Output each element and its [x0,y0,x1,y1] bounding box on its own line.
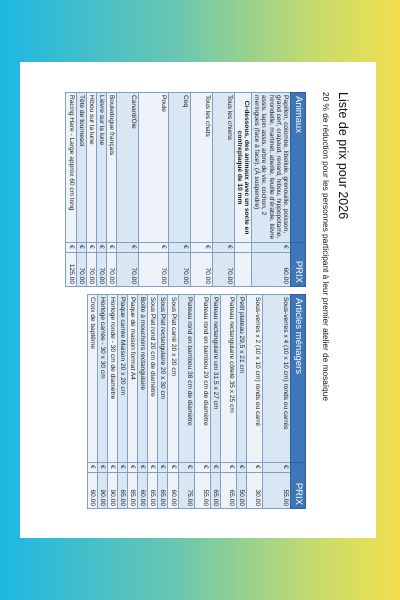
item-price: 65.00 [117,473,127,509]
table-row [76,93,86,287]
item-price: 125.00 [66,253,76,287]
item-name: Tous les chiens [212,93,234,243]
currency-symbol: € [106,243,116,253]
table-row [246,295,262,509]
animals-socle-note: Ci-dessous, des animaux avec un socle en contreplaqué de 10 mm [234,93,251,243]
currency-symbol: € [190,243,212,253]
item-price: 70.00 [106,253,116,287]
table-row [107,295,117,509]
item-price: 30.00 [246,473,262,509]
currency-symbol: € [236,463,246,473]
table-row [158,295,168,509]
currency-symbol: € [96,243,106,253]
item-price: 90.00 [107,473,117,509]
table-row [148,295,158,509]
currency-symbol: € [212,243,234,253]
currency-symbol: € [194,463,210,473]
currency-symbol: € [262,463,290,473]
table-row [168,93,190,287]
currency-symbol: € [107,463,117,473]
currency-symbol: € [168,243,190,253]
currency-symbol: € [148,463,158,473]
document-title: Liste de prix pour 2026 [336,92,350,220]
item-price: 65.00 [158,473,168,509]
table-row [97,295,107,509]
document-page [20,62,376,538]
currency-symbol: € [246,463,262,473]
item-price: 60.00 [87,473,97,509]
item-name: Canard/Oie [116,93,138,243]
currency-symbol: € [87,463,97,473]
item-price: 55.00 [262,473,290,509]
item-price: 70.00 [212,253,234,287]
table-row [106,93,116,287]
table-row [117,295,127,509]
table-row [168,295,178,509]
currency-symbol: € [138,463,148,473]
item-price: 60.00 [138,473,148,509]
currency-symbol: € [117,463,127,473]
item-price: 50.00 [236,473,246,509]
table-row [138,295,148,509]
item-name: Coq [168,93,190,243]
item-price: 70.00 [168,253,190,287]
item-price: 65.00 [220,473,236,509]
household-price-header: PRIX [290,463,305,509]
currency-symbol: € [220,463,236,473]
animals-price-table [65,92,306,287]
table-row [190,93,212,287]
item-name: Plaque carrée Maison 20 x 20 cm [117,295,127,463]
animals-group-price: 60.00 [252,253,291,287]
currency-symbol: € [178,463,194,473]
item-price: 70.00 [190,253,212,287]
table-row [178,295,194,509]
item-name: Sous Plat rectangulaire 20 x 30 cm [158,295,168,463]
animals-price-header: PRIX [290,243,305,287]
item-price: 75.00 [178,473,194,509]
currency-symbol: € [76,243,86,253]
table-row [194,295,210,509]
item-name: Sous Plat rond 20 cm de diamètre [148,295,158,463]
item-price: 65.00 [148,473,158,509]
item-price: 90.00 [97,473,107,509]
rotated-document [20,62,376,538]
item-name: Plateau rond en bambou 38 cm de diamètre [178,295,194,463]
currency-symbol: € [252,243,291,253]
item-price: 65.00 [210,473,220,509]
item-price: 85.00 [127,473,137,509]
item-name: Croix de baptême [87,295,97,463]
table-row [87,295,97,509]
item-price: 60.00 [168,473,178,509]
table-row [234,93,251,287]
currency-symbol: € [86,243,96,253]
item-name: Plateau rectangulaire côtelé 35 x 25 cm [220,295,236,463]
currency-symbol: € [168,463,178,473]
item-name: Horloge ronde - 30 cm de diamètre [107,295,117,463]
item-price: 70.00 [86,253,96,287]
table-row [96,93,106,287]
table-row [262,295,290,509]
item-price: 70.00 [76,253,86,287]
document-subtitle: 20 % de réduction pour les personnes participant à leur premier atelier de mosaïque [321,92,331,402]
item-name: Hibou sur la lune [86,93,96,243]
table-row [66,93,76,287]
animals-group-description: Papillon, colombe, libellule, grenouille, poisson, grand cerf, crapaud, renard, hibou, hippopotame, hirondelle, martinet, abeille, feuille d'érable, lièvre assis, lapin assis, arbre de vie, cochon, 2 meringues (face à face), (À suspendre) [252,93,291,243]
item-name: Sous-verres x 4 (10 x 10 cm) ronds ou carrés [262,295,290,463]
table-row [138,93,168,287]
item-name: Horloge carrée - 30 x 30 cm [97,295,107,463]
table-row [86,93,96,287]
table-row [210,295,220,509]
table-row [212,93,234,287]
item-name: Petit plateau 29,5 x 21 cm [236,295,246,463]
item-name: Plateau rectangulaire uni 31,5 x 27 cm [210,295,220,463]
currency-symbol: € [138,243,168,253]
item-name: Tous les chats [190,93,212,243]
currency-symbol: € [210,463,220,473]
currency-symbol: € [97,463,107,473]
animals-header: Animaux [290,93,305,243]
item-name: Plateau rond en bambou 29 cm de diamètre [194,295,210,463]
item-name: Tête de tournesol [76,93,86,243]
item-name: Sous Plat carré 20 x 20 cm [168,295,178,463]
table-row [252,93,291,287]
item-name: Bouledogue français [106,93,116,243]
currency-symbol: € [66,243,76,253]
item-price: 70.00 [138,253,168,287]
item-name: Lièvre sur la lune [96,93,106,243]
item-name: Racing Hare - Large approx 60 cm long [66,93,76,243]
table-row [220,295,236,509]
item-name: Plaque de maison format A4 [127,295,137,463]
table-row [127,295,137,509]
table-row [236,295,246,509]
household-header: Articles ménagers [290,295,305,463]
currency-symbol: € [158,463,168,473]
item-price: 70.00 [96,253,106,287]
item-price: 55.00 [194,473,210,509]
table-row [116,93,138,287]
item-name: Boîte à mouchoirs rectangulaire [138,295,148,463]
item-name: Sous-verres x 2 (10 x 10 cm) ronds ou carré [246,295,262,463]
item-price: 70.00 [116,253,138,287]
currency-symbol: € [127,463,137,473]
currency-symbol: € [116,243,138,253]
item-name: Poule [138,93,168,243]
household-price-table [87,294,306,509]
